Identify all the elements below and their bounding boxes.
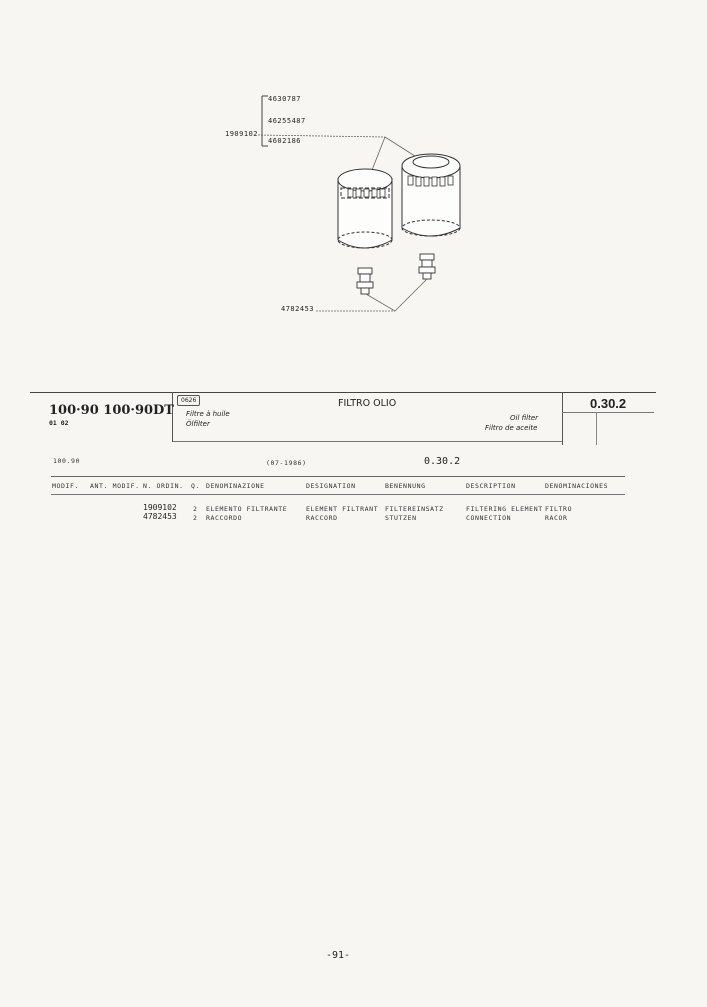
header-section: 0.30.2 (590, 396, 627, 411)
header-title: FILTRO OLIO (338, 398, 397, 409)
col-designation: DESIGNATION (306, 482, 356, 490)
row-part-number: 4782453 (143, 512, 177, 521)
sub-ref-2: 46255487 (268, 117, 306, 125)
header-divider-right (562, 392, 563, 445)
section-box-tick (596, 412, 597, 445)
row-benennung: FILTEREINSATZ (385, 505, 444, 513)
row-description: CONNECTION (466, 514, 512, 522)
col-n-ordin: N. ORDIN. (143, 482, 184, 490)
header-title-en: Oil filter (510, 414, 539, 422)
row-denominazione: ELEMENTO FILTRANTE (206, 505, 288, 513)
section-box-rule (562, 412, 654, 413)
table-rule-header (51, 494, 625, 495)
header-title-de: Ölfilter (186, 420, 210, 428)
header-models: 100·90 100·90DT (49, 403, 174, 418)
row-denominaciones: FILTRO (545, 505, 573, 513)
header-title-fr: Filtre à huile (186, 410, 230, 418)
sub-ref-1: 4630787 (268, 95, 302, 103)
row-designation: ELEMENT FILTRANT (306, 505, 379, 513)
row-designation: RACCORD (306, 514, 338, 522)
row-description: FILTERING ELEMENT (466, 505, 543, 513)
header-model-codes: 01 02 (49, 419, 69, 427)
meta-section: 0.30.2 (424, 456, 461, 467)
fitting-right (419, 254, 435, 279)
oil-filter-right (402, 154, 460, 236)
row-benennung: STUTZEN (385, 514, 417, 522)
row-qty: 2 (193, 505, 198, 513)
row-denominaciones: RACOR (545, 514, 568, 522)
meta-model: 100.90 (53, 457, 81, 465)
header-title-es: Filtro de aceite (485, 424, 538, 432)
header-bottom-rule (172, 441, 562, 442)
diagram-part-main: 1909102 (225, 130, 259, 138)
col-description: DESCRIPTION (466, 482, 516, 490)
col-denominaciones: DENOMINACIONES (545, 482, 609, 490)
row-part-number: 1909102 (143, 503, 177, 512)
table-rule-top (51, 476, 625, 477)
diagram-part-fitting: 4782453 (281, 305, 315, 313)
page-number: -91- (326, 950, 351, 961)
col-benennung: BENENNUNG (385, 482, 426, 490)
col-ant-modif: ANT. MODIF. (90, 482, 140, 490)
col-modif: MODIF. (52, 482, 80, 490)
col-qty: Q. (191, 482, 201, 490)
oil-filter-left (338, 169, 392, 248)
col-denominazione: DENOMINAZIONE (206, 482, 265, 490)
fitting-left (357, 268, 373, 294)
header-code-box: 0626 (177, 395, 200, 406)
sub-ref-3: 4602186 (268, 137, 302, 145)
row-qty: 2 (193, 514, 198, 522)
row-denominazione: RACCORDO (206, 514, 243, 522)
meta-date: (07-1986) (266, 459, 307, 467)
oil-filter-diagram (0, 0, 707, 330)
